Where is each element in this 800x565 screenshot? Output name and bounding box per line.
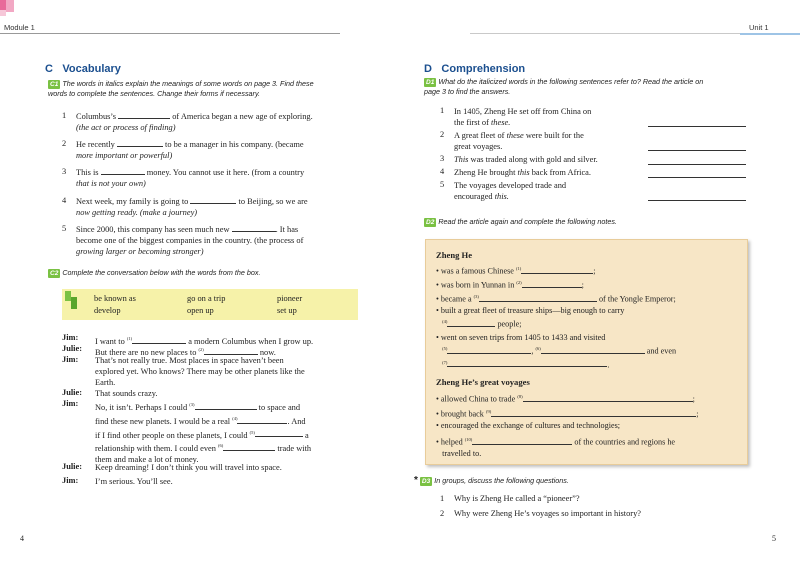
word-option: pioneer [277,294,303,303]
notes-heading: Zheng He [436,250,473,260]
instruction-text: words to complete the sentences. Change their forms if necessary. [48,89,260,98]
note-bullet: • was born in Yunnan in $^{(2)}$ ; [436,280,584,290]
dialog-text: Earth. [95,378,116,387]
comp-item [440,154,760,167]
note-punct: ; [692,394,695,404]
answer-line[interactable] [648,200,746,201]
item-hint: growing larger or becoming stronger) [76,247,204,256]
note-bullet: • went on seven trips from 1405 to 1433 and visited $^{(5)}$ , $^{(6)}$ and even $^{(7)}$ . [436,333,677,370]
note-bullet: • encouraged the exchange of cultures and technologies; [436,421,621,430]
note-text: and even [646,346,677,356]
d1-tag: D1 [426,78,435,86]
answer-line[interactable] [648,150,746,151]
dialog-line [62,462,362,473]
item-number: 2 [440,130,445,139]
answer-blank[interactable] [195,409,257,410]
dialog-text: find these new planets. I would be a real [95,416,231,426]
note-text: of the countries and regions he [574,437,676,447]
answer-blank[interactable] [447,366,607,367]
vocab-item [62,167,362,189]
puzzle-icon [71,297,77,309]
dialog-line [62,333,362,344]
answer-blank[interactable] [190,203,236,204]
instruction-text: Complete the conversation below with the words from the box. [62,268,261,277]
dialog-text: That sounds crazy. [95,389,158,398]
discussion-question [440,508,641,519]
section-letter: D [424,63,432,75]
dialog-text: now. [259,347,276,357]
answer-line[interactable] [648,164,746,165]
blank-number: (6) [535,346,541,351]
answer-blank[interactable] [101,174,145,175]
item-text: the first of [454,118,491,127]
blank-number: (5) [442,346,448,351]
item-italic: This [454,155,469,164]
answer-blank[interactable] [491,416,696,417]
item-text: of America began a new age of exploring. [172,112,313,121]
comp-item [440,130,760,154]
blank-number: (8) [517,394,523,399]
item-hint: now getting ready. (make a journey) [76,208,198,217]
answer-blank[interactable] [237,423,287,424]
question-text: Why is Zheng He called a “pioneer”? [454,494,580,503]
note-text: was a famous Chinese [440,266,514,276]
dialog-text: That’s not really true. Most places in space haven’t been [95,356,284,365]
word-option: open up [187,306,214,315]
note-text: helped [440,437,463,447]
item-text: money. You cannot use it here. (from a country [146,168,305,177]
c1-tag: C1 [50,80,59,88]
item-number: 5 [440,180,445,189]
note-text: brought back [440,409,484,419]
note-text: encouraged the exchange of cultures and technologies; [440,421,621,430]
dialog-text: explored yet. Who knows? There may be other planets like the [95,367,305,376]
item-number: 3 [62,167,67,176]
dialog-text: relationship with them. I could even [95,444,216,454]
word-box [62,289,358,320]
answer-blank[interactable] [447,353,531,354]
word-option: go on a trip [187,294,226,303]
dialog-text: to space and [258,402,301,412]
note-text: built a great fleet of treasure ships—big enough to carry [440,306,625,315]
comp-item [440,106,760,130]
item-text: He recently [76,140,115,149]
blank-number: (4) [442,319,448,324]
dialog-text: a [305,430,309,440]
item-number: 2 [62,139,67,148]
question-text: Why were Zheng He’s voyages so important in history? [454,509,641,518]
dialog [62,333,362,487]
item-text: This is [76,168,99,177]
dialog-line [62,344,362,355]
note-text: allowed China to trade [440,394,516,404]
blank-number: (6) [218,443,224,449]
note-bullet: • built a great fleet of treasure ships—big enough to carry $^{(4)}$ people; [436,306,625,329]
note-text: people; [497,319,522,329]
dialog-line [62,476,362,487]
blank-number: (2) [516,280,522,285]
note-punct: , [531,346,534,356]
item-number: 4 [440,167,445,176]
item-text: A great fleet of [454,131,507,140]
note-bullet: • brought back $^{(9)}$ ; [436,409,699,419]
dialog-text: I’m serious. You’ll see. [95,477,173,486]
item-text: . It has [275,225,299,234]
dialog-text: No, it isn’t. Perhaps I could [95,402,188,412]
word-option: set up [277,306,297,315]
item-hint: (the act or process of finding) [76,123,176,132]
item-italic: these [506,131,524,140]
speaker: Jim: [62,399,79,408]
answer-blank[interactable] [232,231,276,232]
item-text: Columbus’s [76,112,117,121]
item-italic: this [517,168,530,177]
dialog-line [62,355,362,388]
note-text: became a [440,294,472,304]
section-title: Comprehension [441,63,526,75]
section-title: Vocabulary [62,63,121,75]
speaker: Julie: [62,388,83,397]
note-bullet: • was a famous Chinese $^{(1)}$ ; [436,266,596,276]
item-text: Since 2000, this company has seen much new [76,225,230,234]
dialog-line [62,399,362,465]
note-punct: ; [696,409,699,419]
c2-instruction [48,268,260,278]
blank-number: (5) [249,429,255,435]
dialog-text: trade with [277,444,312,454]
speaker: Jim: [62,476,79,485]
note-text: was born in Yunnan in [440,280,515,290]
instruction-text: In groups, discuss the following questions. [434,476,569,485]
comp-list [440,106,760,204]
vocab-item [62,111,362,133]
note-punct: ; [581,280,584,290]
note-bullet: • helped $^{(10)}$ of the countries and regions he travelled to. [436,437,676,458]
item-number: 1 [62,111,67,120]
answer-blank[interactable] [541,353,645,354]
star-icon: * [414,475,418,486]
d2-instruction [424,217,617,227]
blank-number: (10) [464,437,473,442]
dialog-line [62,388,362,399]
note-bullet: • allowed China to trade $^{(8)}$ ; [436,394,695,404]
item-italic: this. [494,192,509,201]
instruction-text: Read the article again and complete the following notes. [438,217,617,226]
note-text: travelled to. [442,448,482,458]
word-option: develop [94,306,121,315]
item-text: encouraged [454,192,495,201]
blank-number: (7) [442,359,448,365]
comp-item [440,180,760,204]
answer-blank[interactable] [523,401,693,402]
dialog-text: . And [287,416,306,426]
header-rule [0,33,340,34]
item-text: was traded along with gold and silver. [468,155,598,164]
item-number: 4 [62,196,67,205]
speaker: Jim: [62,333,79,342]
item-text: become one of the biggest companies in the country. (the process of [76,236,304,245]
corner-decoration [0,10,6,16]
item-number: 2 [440,509,445,518]
answer-blank[interactable] [117,146,163,147]
blank-number: (1) [515,266,522,271]
notes-box [425,239,748,465]
item-number: 5 [62,224,67,233]
instruction-text: page 3 to find the answers. [424,87,511,96]
word-option: be known as [94,294,136,303]
comp-item [440,167,760,180]
dialog-text: a modern Columbus when I grow up. [188,336,314,346]
c1-instruction [48,79,368,99]
d1-instruction [424,77,764,97]
page-number: 5 [772,534,776,543]
item-text: The voyages developed trade and [454,181,567,190]
dialog-text: if I find other people on these planets, I could [95,430,248,440]
answer-blank[interactable] [255,436,303,437]
section-d-heading [424,59,525,77]
note-text: went on seven trips from 1405 to 1433 and visited [440,333,606,342]
page-number: 4 [20,534,24,543]
header-accent [740,33,800,35]
section-letter: C [45,63,53,75]
vocab-item [62,224,362,257]
d2-tag: D2 [426,218,435,226]
item-text: to Beijing, so we are [238,197,308,206]
item-number: 1 [440,106,445,115]
item-text: Next week, my family is going to [76,197,189,206]
module-label: Module 1 [4,23,35,32]
d3-instruction [414,476,569,486]
note-text: of the Yongle Emperor; [598,294,676,304]
note-punct: . [607,360,610,370]
instruction-text: The words in italics explain the meanings of some words on page 3. Find these [62,79,314,88]
blank-number: (3) [473,294,479,299]
c2-tag: C2 [50,269,59,277]
corner-decoration [6,0,14,12]
answer-blank[interactable] [472,444,572,445]
answer-blank[interactable] [522,287,582,288]
speaker: Julie: [62,462,83,471]
item-number: 3 [440,154,445,163]
answer-line[interactable] [648,177,746,178]
item-hint: more important or powerful) [76,151,173,160]
item-number: 1 [440,494,445,503]
blank-number: (9) [485,409,492,414]
answer-blank[interactable] [223,450,275,451]
answer-blank[interactable] [118,118,170,119]
blank-number: (1) [126,336,133,341]
speaker: Jim: [62,355,79,364]
note-bullet: • became a $^{(3)}$ of the Yongle Emperor; [436,294,676,304]
dialog-text: I want to [95,336,125,346]
item-text: In 1405, Zheng He set off from China on [454,107,592,116]
dialog-text: them and make a lot of money. [95,455,199,465]
blank-number: (2) [198,347,204,352]
vocab-item [62,196,362,218]
note-punct: ; [593,266,596,276]
speaker: Julie: [62,344,83,353]
vocab-item [62,139,362,161]
item-italic: these. [490,118,511,127]
item-hint: that is not your own) [76,179,146,188]
discussion-question [440,493,580,504]
notes-heading: Zheng He’s great voyages [436,377,530,387]
blank-number: (4) [232,415,238,421]
item-text: back from Africa. [529,168,591,177]
dialog-text: Keep dreaming! I don’t think you will travel into space. [95,463,282,472]
item-text: were built for the [523,131,584,140]
answer-blank[interactable] [447,326,495,327]
answer-line[interactable] [648,126,746,127]
answer-blank[interactable] [479,301,597,302]
item-text: Zheng He brought [454,168,518,177]
d3-tag: D3 [421,477,431,485]
dialog-text: But there are no new places to [95,347,197,357]
section-c-heading [45,59,121,77]
blank-number: (3) [189,402,195,407]
item-text: great voyages. [454,142,503,151]
answer-blank[interactable] [521,273,593,274]
unit-label: Unit 1 [749,23,769,32]
instruction-text: What do the italicized words in the following sentences refer to? Read the article on [438,77,704,86]
item-text: to be a manager in his company. (became [165,140,304,149]
